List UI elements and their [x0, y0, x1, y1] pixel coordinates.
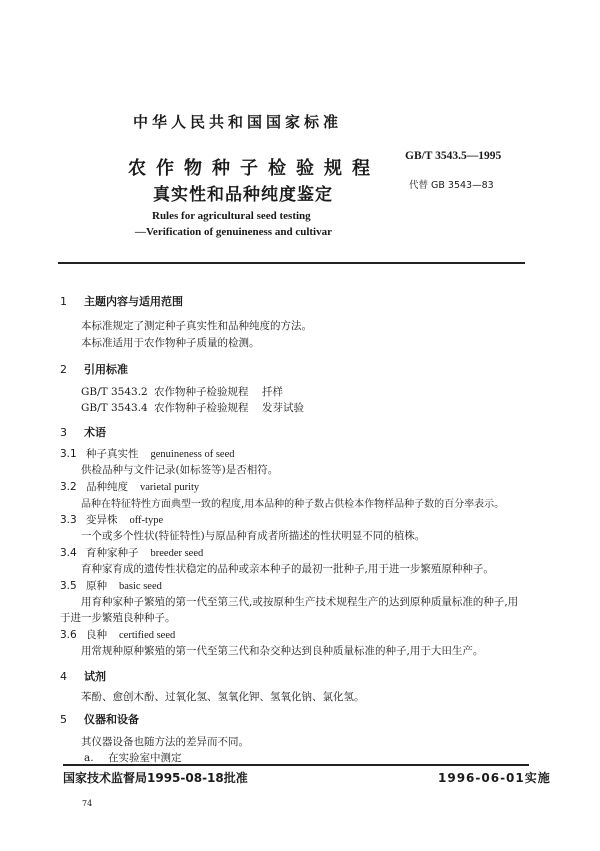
- term-definition: 供检品种与文件记录(如标签等)是否相符。: [81, 464, 279, 476]
- term-en: certified seed: [119, 630, 176, 641]
- term-3-2: [60, 479, 199, 494]
- footer-divider: [63, 764, 529, 766]
- section-4-heading: [60, 668, 106, 684]
- list-label: a.: [84, 752, 94, 764]
- term-number: 3.5: [60, 580, 77, 592]
- term-en: varietal purity: [140, 482, 200, 493]
- term-definition: 用常规种原种繁殖的第一代至第三代和杂交种达到良种质量标准的种子,用于大田生产。: [81, 645, 484, 657]
- term-en: breeder seed: [150, 548, 204, 559]
- section-title: 主题内容与适用范围: [84, 295, 183, 308]
- list-text: 在实验室中测定: [108, 752, 182, 764]
- reference-code: GB/T 3543.2: [81, 386, 148, 398]
- reference-name: 农作物种子检验规程: [154, 386, 249, 398]
- term-en: basic seed: [119, 581, 162, 592]
- term-definition: 品种在特征特性方面典型一致的程度,用本品种的种子数占供检本作物样品种子数的百分率表示。: [81, 499, 505, 510]
- term-number: 3.4: [60, 547, 77, 559]
- term-3-1: [60, 446, 234, 461]
- section-number: 1: [60, 295, 67, 308]
- paragraph: 本标准适用于农作物种子质量的检测。: [81, 337, 260, 349]
- reference-name: 农作物种子检验规程: [154, 402, 249, 414]
- term-zh: 品种纯度: [86, 481, 128, 493]
- term-number: 3.1: [60, 448, 77, 460]
- term-definition: 用育种家种子繁殖的第一代至第三代,或按原种生产技术规程生产的达到原种质量标准的种子,用: [81, 596, 519, 608]
- term-3-5: [60, 578, 162, 593]
- section-number: 4: [60, 670, 67, 683]
- implementation-date: 1996-06-01实施: [438, 771, 551, 785]
- section-title: 术语: [84, 426, 106, 439]
- reference-part: 扦样: [262, 386, 283, 398]
- section-3-heading: [60, 424, 106, 440]
- term-en: off-type: [129, 515, 164, 526]
- term-zh: 育种家种子: [86, 547, 139, 559]
- term-3-3: [60, 512, 163, 527]
- term-zh: 变异株: [86, 514, 118, 526]
- approval-date: 国家技术监督局1995-08-18批准: [63, 771, 248, 785]
- section-2-heading: [60, 361, 128, 377]
- list-item-a: [84, 750, 182, 765]
- section-title: 试剂: [84, 670, 106, 683]
- term-zh: 良种: [86, 629, 107, 641]
- reagent-list: 苯酚、愈创木酚、过氧化氢、氢氧化钾、氢氧化钠、氯化氢。: [81, 691, 365, 703]
- standard-code: GB/T 3543.5—1995: [405, 150, 502, 162]
- english-title-line2: —Verification of genuineness and cultivar: [135, 226, 332, 238]
- term-zh: 原种: [86, 580, 107, 592]
- replaces-standard: 代替 GB 3543—83: [409, 180, 494, 191]
- section-title: 仪器和设备: [84, 713, 139, 726]
- term-definition: 一个或多个性状(特征特性)与原品种育成者所描述的性状明显不同的植株。: [81, 530, 426, 542]
- term-zh: 种子真实性: [86, 448, 139, 460]
- section-5-heading: [60, 711, 139, 727]
- term-3-6: [60, 627, 175, 642]
- reference-code: GB/T 3543.4: [81, 402, 148, 414]
- page-number: 74: [82, 799, 93, 808]
- document-title: 农作物种子检验规程: [128, 158, 380, 179]
- term-definition-continued: 于进一步繁殖良种种子。: [60, 612, 176, 624]
- paragraph: 其仪器设备也随方法的差异而不同。: [81, 736, 249, 748]
- reference-item: [81, 400, 304, 415]
- section-number: 2: [60, 363, 67, 376]
- header-divider: [58, 262, 525, 264]
- document-subtitle: 真实性和品种纯度鉴定: [153, 185, 333, 205]
- section-number: 3: [60, 426, 67, 439]
- paragraph: 本标准规定了测定种子真实性和品种纯度的方法。: [81, 320, 312, 332]
- section-title: 引用标准: [84, 363, 128, 376]
- section-number: 5: [60, 713, 67, 726]
- section-1-heading: [60, 293, 183, 309]
- term-number: 3.6: [60, 629, 77, 641]
- term-number: 3.3: [60, 514, 77, 526]
- english-title-line1: Rules for agricultural seed testing: [152, 210, 311, 222]
- term-en: genuineness of seed: [150, 449, 235, 460]
- term-number: 3.2: [60, 481, 77, 493]
- term-3-4: [60, 545, 203, 560]
- reference-item: [81, 384, 283, 399]
- reference-part: 发芽试验: [262, 402, 304, 414]
- term-definition: 育种家育成的遗传性状稳定的品种或亲本种子的最初一批种子,用于进一步繁殖原种种子。: [81, 563, 494, 575]
- issuing-organization: 中华人民共和国国家标准: [133, 113, 343, 131]
